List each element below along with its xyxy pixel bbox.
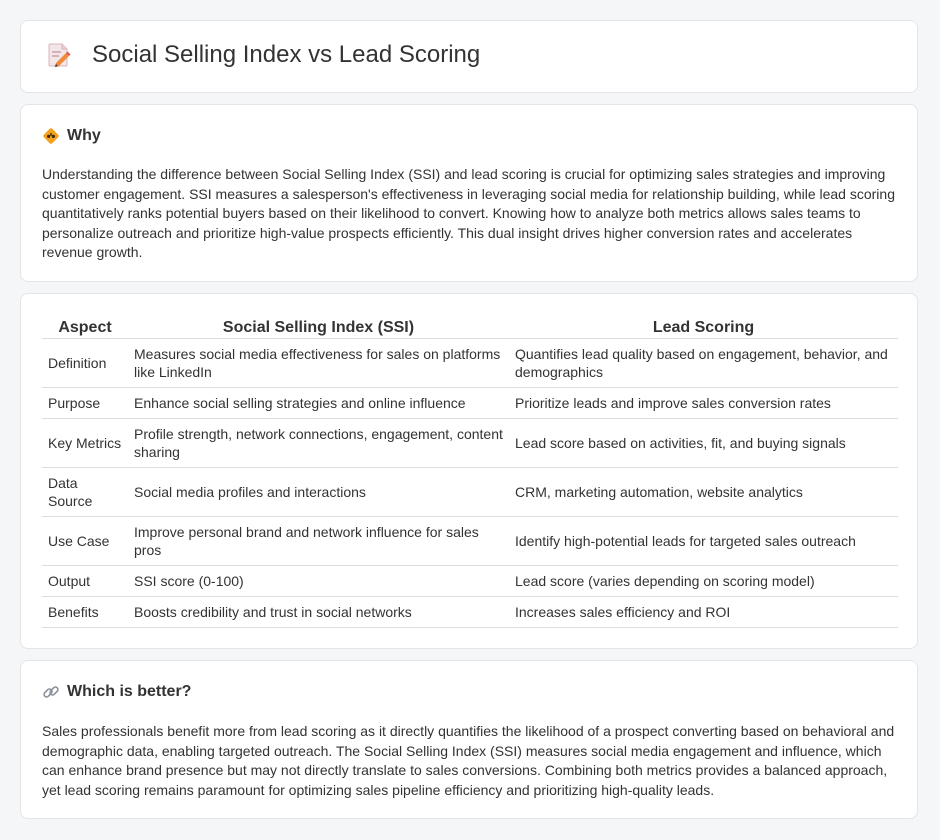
link-icon: [42, 683, 60, 701]
better-text: Sales professionals benefit more from lead scoring as it directly quantifies the likelihood of a prospect converting based on behavioral and demographic data, enabling targeted outreach. The Social Selling Index (SSI) measures social media engagement and influence, which can enhance brand presence but may not directly translate to sales conversions. Combining both metrics provides a balanced approach, yet lead scoring remains paramount for optimizing sales pipeline efficiency and prioritizing high-quality leads.: [42, 723, 895, 798]
row-lead-value: CRM, marketing automation, website analytics: [509, 468, 898, 517]
header-aspect: Aspect: [42, 315, 128, 339]
row-ssi-value: Profile strength, network connections, engagement, content sharing: [128, 419, 509, 468]
better-title: Which is better?: [67, 683, 192, 700]
row-aspect: Key Metrics: [42, 419, 128, 468]
table-row: [42, 517, 898, 566]
page-title: Social Selling Index vs Lead Scoring: [92, 41, 481, 68]
row-aspect: Output: [42, 566, 128, 597]
row-aspect: Purpose: [42, 388, 128, 419]
document-pen-icon: [47, 42, 71, 68]
title-row: [47, 41, 480, 69]
title-card: [20, 20, 918, 93]
table-row: [42, 566, 898, 597]
why-header: [42, 127, 101, 145]
row-lead-value: Identify high-potential leads for targeted sales outreach: [509, 517, 898, 566]
comparison-table: [42, 315, 898, 628]
table-row: [42, 339, 898, 388]
better-header: [42, 683, 191, 701]
why-title: Why: [67, 127, 101, 144]
row-aspect: Use Case: [42, 517, 128, 566]
diamond-sign-icon: [42, 127, 60, 145]
row-ssi-value: Enhance social selling strategies and online influence: [128, 388, 509, 419]
row-lead-value: Quantifies lead quality based on engagement, behavior, and demographics: [509, 339, 898, 388]
why-section: [20, 104, 918, 282]
why-text: Understanding the difference between Social Selling Index (SSI) and lead scoring is crucial for optimizing sales strategies and improving customer engagement. SSI measures a salesperson's effectiveness in leveraging social media for relationship building, while lead scoring quantitatively ranks potential buyers based on their likelihood to convert. Knowing how to analyze both metrics allows sales teams to personalize outreach and prioritize high-value prospects efficiently. This dual insight drives higher conversion rates and accelerates revenue growth.: [42, 166, 895, 261]
row-ssi-value: Social media profiles and interactions: [128, 468, 509, 517]
row-aspect: Benefits: [42, 597, 128, 628]
table-row: [42, 388, 898, 419]
row-ssi-value: Improve personal brand and network influence for sales pros: [128, 517, 509, 566]
row-ssi-value: Measures social media effectiveness for sales on platforms like LinkedIn: [128, 339, 509, 388]
row-lead-value: Lead score (varies depending on scoring model): [509, 566, 898, 597]
table-row: [42, 597, 898, 628]
row-lead-value: Lead score based on activities, fit, and buying signals: [509, 419, 898, 468]
header-lead-scoring: Lead Scoring: [509, 315, 898, 339]
which-is-better-section: [20, 660, 918, 819]
comparison-section: [20, 293, 918, 649]
row-ssi-value: Boosts credibility and trust in social networks: [128, 597, 509, 628]
header-ssi: Social Selling Index (SSI): [128, 315, 509, 339]
row-aspect: Definition: [42, 339, 128, 388]
row-lead-value: Increases sales efficiency and ROI: [509, 597, 898, 628]
table-row: [42, 419, 898, 468]
row-ssi-value: SSI score (0-100): [128, 566, 509, 597]
table-row: [42, 468, 898, 517]
row-lead-value: Prioritize leads and improve sales conversion rates: [509, 388, 898, 419]
row-aspect: Data Source: [42, 468, 128, 517]
table-header-row: [42, 315, 898, 339]
